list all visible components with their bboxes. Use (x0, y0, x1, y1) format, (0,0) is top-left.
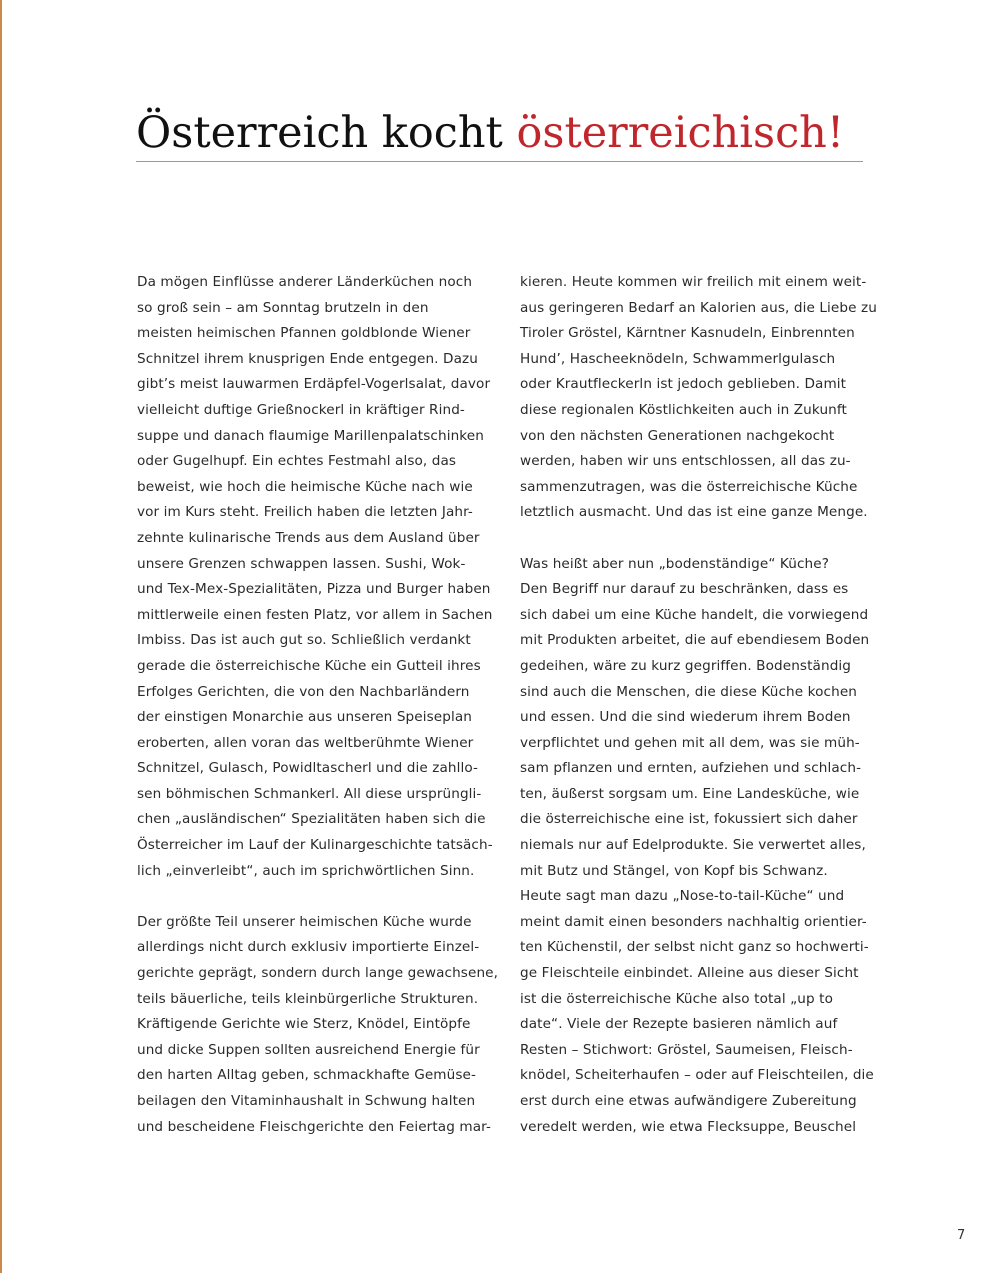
text-line: teils bäuerliche, teils kleinbürgerliche Strukturen. (137, 990, 479, 1007)
text-line: ten, äußerst sorgsam um. Eine Landesküche, wie (520, 785, 860, 802)
text-line: gerichte geprägt, sondern durch lange gewachsene, (137, 965, 499, 982)
text-line: die österreichische eine ist, fokussiert sich daher (520, 811, 858, 828)
text-line: und Tex-Mex-Spezialitäten, Pizza und Burger haben (137, 581, 491, 598)
text-line: Da mögen Einflüsse anderer Länderküchen noch (137, 274, 473, 290)
page-number: 7 (957, 1228, 966, 1243)
text-line: letztlich ausmacht. Und das ist eine ganze Menge. (520, 504, 868, 521)
text-line: sind auch die Menschen, die diese Küche kochen (520, 683, 857, 700)
text-line: von den nächsten Generationen nachgekocht (520, 427, 835, 444)
text-line: ten Küchenstil, der selbst nicht ganz so hochwerti- (520, 939, 869, 956)
text-line: ist die österreichische Küche also total „up to (520, 990, 834, 1007)
text-line: diese regionalen Köstlichkeiten auch in Zukunft (520, 401, 847, 418)
text-line: Tiroler Gröstel, Kärntner Kasnudeln, Einbrennten (520, 325, 855, 342)
text-line: vor im Kurs steht. Freilich haben die letzten Jahr- (137, 504, 473, 521)
text-line: unsere Grenzen schwappen lassen. Sushi, Wok- (137, 555, 466, 572)
text-line: Was heißt aber nun „bodenständige“ Küche? (520, 555, 830, 572)
text-line: oder Gugelhupf. Ein echtes Festmahl also, das (137, 453, 457, 470)
text-line: Österreicher im Lauf der Kulinargeschichte tatsäch- (137, 837, 493, 854)
text-line: allerdings nicht durch exklusiv importierte Einzel- (137, 939, 480, 956)
text-line: Schnitzel ihrem knusprigen Ende entgegen. Dazu (137, 350, 478, 367)
paragraph-gap (137, 884, 487, 910)
text-line: niemals nur auf Edelprodukte. Sie verwertet alles, (520, 837, 866, 854)
text-line: werden, haben wir uns entschlossen, all das zu- (520, 453, 851, 470)
text-line: date“. Viele der Rezepte basieren nämlich auf (520, 1016, 838, 1033)
paragraph-gap (520, 526, 870, 552)
text-line: den harten Alltag geben, schmackhafte Gemüse- (137, 1067, 476, 1084)
text-line: gibt’s meist lauwarmen Erdäpfel-Vogerlsalat, davor (137, 376, 491, 393)
text-line: verpflichtet und gehen mit all dem, was sie müh- (520, 734, 860, 751)
text-line: erst durch eine etwas aufwändigere Zubereitung (520, 1093, 857, 1109)
text-line: eroberten, allen voran das weltberühmte Wiener (137, 734, 474, 751)
right-column (520, 270, 877, 1140)
text-line: meint damit einen besonders nachhaltig orientier- (520, 913, 867, 930)
text-line: lich „einverleibt“, auch im sprichwörtlichen Sinn. (137, 862, 475, 879)
text-line: Schnitzel, Gulasch, Powidltascherl und die zahllo- (137, 760, 479, 777)
text-line: so groß sein – am Sonntag brutzeln in den (137, 299, 429, 316)
text-line: aus geringeren Bedarf an Kalorien aus, die Liebe zu (520, 299, 877, 316)
text-line: Resten – Stichwort: Gröstel, Saumeisen, Fleisch- (520, 1041, 853, 1058)
page-edge-stripe (0, 0, 2, 1273)
text-line: Imbiss. Das ist auch gut so. Schließlich verdankt (137, 632, 471, 649)
text-line: Hund’, Hascheeknödeln, Schwammerlgulasch (520, 350, 836, 367)
text-line: ge Fleischteile einbindet. Alleine aus dieser Sicht (520, 965, 859, 982)
text-line: mit Butz und Stängel, von Kopf bis Schwanz. (520, 862, 828, 879)
text-line: kieren. Heute kommen wir freilich mit einem weit- (520, 274, 867, 290)
title-accent: österreichisch! (516, 108, 845, 158)
text-line: gerade die österreichische Küche ein Gutteil ihres (137, 657, 481, 674)
text-line: zehnte kulinarische Trends aus dem Ausland über (137, 529, 480, 546)
text-line: beweist, wie hoch die heimische Küche nach wie (137, 478, 473, 495)
text-line: der einstigen Monarchie aus unseren Speiseplan (137, 709, 473, 726)
text-line: Den Begriff nur darauf zu beschränken, dass es (520, 581, 849, 598)
title-main: Österreich kocht (136, 108, 517, 158)
text-line: und essen. Und die sind wiederum ihrem Boden (520, 709, 851, 726)
text-line: sen böhmischen Schmankerl. All diese ursprüngli- (137, 785, 482, 802)
text-line: Kräftigende Gerichte wie Sterz, Knödel, Eintöpfe (137, 1016, 471, 1033)
title-underline (136, 161, 863, 162)
text-line: sam pflanzen und ernten, aufziehen und schlach- (520, 760, 862, 777)
text-line: Der größte Teil unserer heimischen Küche wurde (137, 913, 472, 930)
text-line: mit Produkten arbeitet, die auf ebendiesem Boden (520, 632, 870, 649)
text-line: gedeihen, wäre zu kurz gegriffen. Bodenständig (520, 657, 852, 674)
text-line: meisten heimischen Pfannen goldblonde Wiener (137, 325, 471, 342)
text-line: oder Krautfleckerln ist jedoch geblieben. Damit (520, 376, 847, 393)
text-line: mittlerweile einen festen Platz, vor allem in Sachen (137, 606, 493, 623)
text-line: suppe und danach flaumige Marillenpalatschinken (137, 427, 484, 444)
left-column (137, 270, 499, 1140)
text-line: veredelt werden, wie etwa Flecksuppe, Beuschel (520, 1118, 857, 1135)
text-line: und bescheidene Fleischgerichte den Feiertag mar- (137, 1118, 491, 1135)
text-line: knödel, Scheiterhaufen – oder auf Fleischteilen, die (520, 1067, 874, 1084)
text-line: sich dabei um eine Küche handelt, die vorwiegend (520, 606, 869, 623)
text-line: und dicke Suppen sollten ausreichend Energie für (137, 1041, 480, 1058)
text-line: sammenzutragen, was die österreichische Küche (520, 478, 858, 495)
text-line: Erfolges Gerichten, die von den Nachbarländern (137, 683, 470, 700)
text-line: vielleicht duftige Grießnockerl in kräftiger Rind- (137, 401, 465, 418)
text-line: chen „ausländischen“ Spezialitäten haben sich die (137, 811, 486, 828)
text-line: Heute sagt man dazu „Nose-to-tail-Küche“ und (520, 888, 845, 905)
text-line: beilagen den Vitaminhaushalt in Schwung halten (137, 1093, 476, 1109)
page-title (136, 103, 876, 163)
